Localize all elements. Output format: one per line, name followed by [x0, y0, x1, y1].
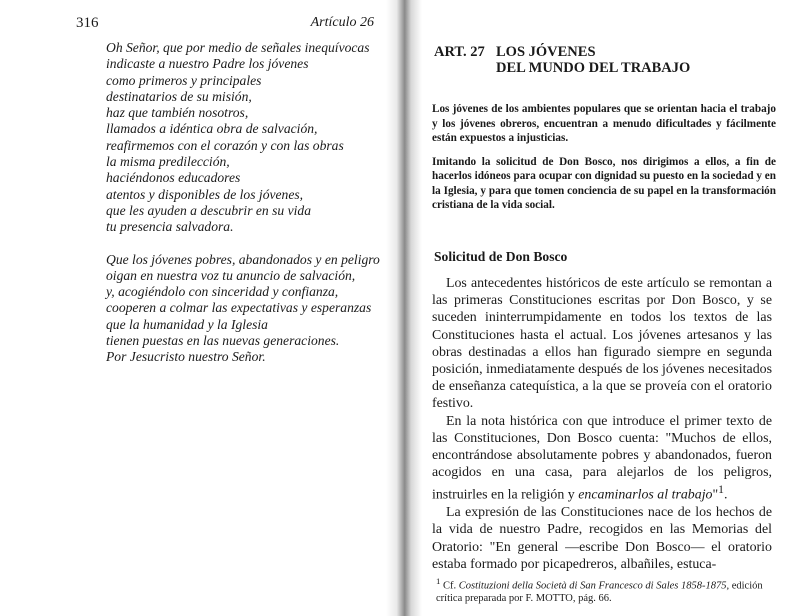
- article-title: [434, 44, 690, 76]
- body-paragraph: La expresión de las Constituciones nace de los hechos de la vida de nuestro Padre, recogidos en las Memorias del Oratorio: "En general —escribe Don Bosco— el oratorio estaba formado por picapedreros, albañiles, estuca-: [432, 505, 772, 572]
- prayer-line: que les ayuden a descubrir en su vida: [106, 202, 311, 218]
- prayer-line: que la humanidad y la Iglesia: [106, 316, 268, 332]
- prayer-line: haciéndonos educadores: [106, 170, 241, 186]
- article-name: [496, 44, 690, 76]
- footnote-rest: edición crítica preparada por F. MOTTO, pág. 66.: [436, 580, 763, 604]
- prayer-line: haz que también nosotros,: [106, 105, 249, 121]
- footnote-prefix: Cf.: [440, 580, 459, 592]
- body-paragraph: [432, 413, 772, 505]
- italic-phrase: encaminarlos al trabajo: [578, 488, 713, 504]
- footnote-reference[interactable]: 1: [718, 483, 724, 497]
- prayer-line: Oh Señor, que por medio de señales inequívocas: [106, 40, 370, 55]
- prayer-line: Que los jóvenes pobres, abandonados y en peligro: [106, 251, 380, 267]
- article-summary: [432, 102, 776, 222]
- right-page: [420, 0, 801, 616]
- prayer-line: oigan en nuestra voz tu anuncio de salvación,: [106, 267, 356, 283]
- paragraph-end: .: [723, 488, 728, 504]
- running-head: Artículo 26: [310, 15, 374, 30]
- prayer-line: reafirmemos con el corazón y con las obras: [106, 137, 344, 153]
- book-gutter: [386, 0, 422, 616]
- prayer-line: la misma predilección,: [106, 154, 230, 170]
- quote-close: ": [712, 488, 719, 504]
- prayer-line: llamados a idéntica obra de salvación,: [106, 121, 318, 137]
- prayer-line: cooperen a colmar las expectativas y esperanzas: [106, 300, 372, 316]
- footnote-mark: 1: [436, 576, 441, 586]
- article-title-line: LOS JÓVENES: [496, 44, 596, 60]
- page-number: 316: [76, 15, 99, 31]
- section-heading: Solicitud de Don Bosco: [434, 249, 568, 264]
- article-title-line: DEL MUNDO DEL TRABAJO: [496, 60, 691, 76]
- prayer-line: como primeros y principales: [106, 72, 262, 88]
- prayer-line: Por Jesucristo nuestro Señor.: [106, 349, 266, 365]
- prayer-stanza: [106, 252, 392, 366]
- prayer-stanza: [106, 40, 392, 236]
- paragraph-text: En la nota histórica con que introduce el primer texto de las Constituciones, Don Bosco cuenta: "Muchos de ellos, encontrándose absolutamente pobres y abandonados, fueron acogidos en una casa, para alejarlos de los peligros, instruirles en la religión y: [432, 413, 772, 504]
- body-text: [432, 275, 772, 573]
- prayer-line: y, acogiéndolo con sinceridad y confianza,: [106, 284, 339, 300]
- body-paragraph: Los antecedentes históricos de este artículo se remontan a las primeras Constituciones escritas por Don Bosco, y se suceden ininterrumpidamente en todos los textos de las Constituciones hasta el actual. Los jóvenes artesanos y las obras destinadas a ellos han figurado siempre en segunda posición, inmediatamente después de los jóvenes necesitados de enseñanza catequística, a la que se proveía con el oratorio festivo.: [432, 276, 772, 412]
- footnote: [436, 575, 776, 606]
- prayer-line: tu presencia salvadora.: [106, 219, 234, 235]
- prayer-line: indicaste a nuestro Padre los jóvenes: [106, 56, 309, 72]
- article-number: ART. 27: [434, 44, 485, 60]
- prayer-line: destinatarios de su misión,: [106, 88, 252, 104]
- prayer-line: tienen puestas en las nuevas generaciones.: [106, 333, 340, 349]
- left-page: [0, 0, 392, 616]
- summary-paragraph: Imitando la solicitud de Don Bosco, nos dirigimos a ellos, a fin de hacerlos idóneos para ocupar con dignidad su puesto en la sociedad y en la Iglesia, y para que tomen conciencia de su papel en la transformación cristiana de la vida social.: [432, 155, 776, 211]
- prayer-text: [106, 40, 392, 382]
- prayer-line: atentos y disponibles de los jóvenes,: [106, 186, 304, 202]
- footnote-title: Costituzioni della Società di San Francesco di Sales 1858-1875,: [458, 580, 730, 592]
- summary-paragraph: Los jóvenes de los ambientes populares que se orientan hacia el trabajo y los jóvenes obreros, encuentran a menudo dificultades y fácilmente están expuestos a injusticias.: [432, 103, 776, 144]
